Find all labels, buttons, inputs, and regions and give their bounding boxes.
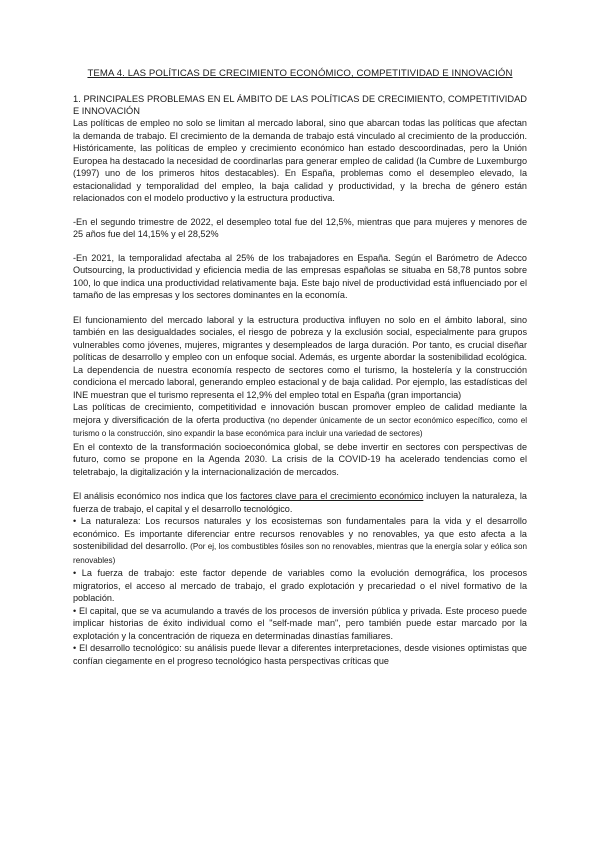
list-item-technology: • El desarrollo tecnológico: su análisis puede llevar a diferentes interpretaciones, desde visiones optimistas que confían ciegamente en el progreso tecnológico hasta perspectivas críticas que xyxy=(73,643,527,666)
policies-note: (no depender únicamente de un sector económico específico, como el turismo o la construcción, sino expandir la base económica para incluir una variedad de sectores) xyxy=(73,415,527,439)
nature-note: (Por ej, los combustibles fósiles son no renovables, mientras que la energía solar y eólica son renovables) xyxy=(73,542,527,565)
paragraph-labour-market: El funcionamiento del mercado laboral y la estructura productiva influyen no solo en el ámbito laboral, sino también en las desigualdades sociales, el riesgo de pobreza y la exclusión social, especialmente para grupos vulnerables como jóvenes, mujeres, migrantes y desempleados de larga duración. Por tanto, es crucial diseñar políticas de desarrollo y empleo con un enfoque social. Además, es urgente abordar la sostenibilidad ecológica. La dependencia de nuestra economía respecto de sectores como el turismo, la hostelería y la construcción condiciona el mercado laboral, generando empleo estacional y de baja calidad. Por ejemplo, las estadísticas del INE muestran que el turismo representa el 12,9% del empleo total en España (gran importancia) xyxy=(73,314,527,400)
paragraph-factors-intro xyxy=(73,490,527,515)
section-heading: 1. PRINCIPALES PROBLEMAS EN EL ÁMBITO DE LAS POLÍTICAS DE CRECIMIENTO, COMPETITIVIDAD E INNOVACIÓN xyxy=(73,94,527,117)
nature-text: • La naturaleza: Los recursos naturales y los ecosistemas son fundamentales para la vida y el desarrollo económico. Es importante diferenciar entre recursos renovables y no renovables, ya que esto afecta a la sostenibilidad del desarrollo. xyxy=(73,516,527,552)
factors-intro-after: incluyen la naturaleza, la fuerza de trabajo, el capital y el desarrollo tecnológico. xyxy=(73,491,527,514)
list-item-nature xyxy=(73,515,527,567)
paragraph-intro: Las políticas de empleo no solo se limitan al mercado laboral, sino que abarcan todas las políticas que afectan la demanda de trabajo. El crecimiento de la demanda de trabajo está vinculado al crecimiento de la producción. Históricamente, las políticas de empleo y crecimiento económico han estado descoordinadas, pero la Unión Europea ha destacado la necesidad de coordinarlas para generar empleo de calidad (la Cumbre de Luxemburgo (1997) uno de los primeros hitos destacables). En España, problemas como el desempleo elevado, la estacionalidad y temporalidad del empleo, la baja calidad y productividad, y la brecha de género están relacionados con el modelo productivo y la estructura productiva. xyxy=(73,118,527,204)
paragraph-policies xyxy=(73,401,527,441)
document-body xyxy=(73,68,527,667)
paragraph-temporality: -En 2021, la temporalidad afectaba al 25% de los trabajadores en España. Según el Barómetro de Adecco Outsourcing, la productividad y eficiencia media de las empresas españolas se situaba en 58,78 puntos sobre 100, lo que indica una productividad relativamente baja. Este bajo nivel de productividad está influenciado por el tamaño de las empresas y los sectores dominantes en la economía. xyxy=(73,252,527,301)
factors-intro-before: El análisis económico nos indica que los xyxy=(73,491,241,502)
paragraph-unemployment: -En el segundo trimestre de 2022, el desempleo total fue del 12,5%, mientras que para mujeres y menores de 25 años fue del 14,15% y el 28,52% xyxy=(73,216,527,240)
list-item-labour-force: • La fuerza de trabajo: este factor depende de variables como la evolución demográfica, los procesos migratorios, el acceso al mercado de trabajo, el grado explotación y precariedad o el nivel formativo de la población. xyxy=(73,568,527,604)
document-title: TEMA 4. LAS POLÍTICAS DE CRECIMIENTO ECONÓMICO, COMPETITIVIDAD E INNOVACIÓN xyxy=(87,68,513,79)
list-item-capital: • El capital, que se va acumulando a través de los procesos de inversión pública y privada. Este proceso puede implicar historias de éxito individual como el "self-made man", pero también puede estar marcado por la explotación y la concentración de riqueza en determinadas dinastías familiares. xyxy=(73,605,527,641)
factors-key-link: factores clave para el crecimiento económico xyxy=(240,491,424,502)
policies-main-text: Las políticas de crecimiento, competitividad e innovación buscan promover empleo de calidad mediante la mejora y diversificación de la oferta productiva xyxy=(73,402,527,425)
paragraph-context: En el contexto de la transformación socioeconómica global, se debe invertir en sectores con perspectivas de futuro, como se propone en la Agenda 2030. La crisis de la COVID-19 ha acelerado tendencias como el teletrabajo, la digitalización y la internacionalización de mercados. xyxy=(73,441,527,477)
